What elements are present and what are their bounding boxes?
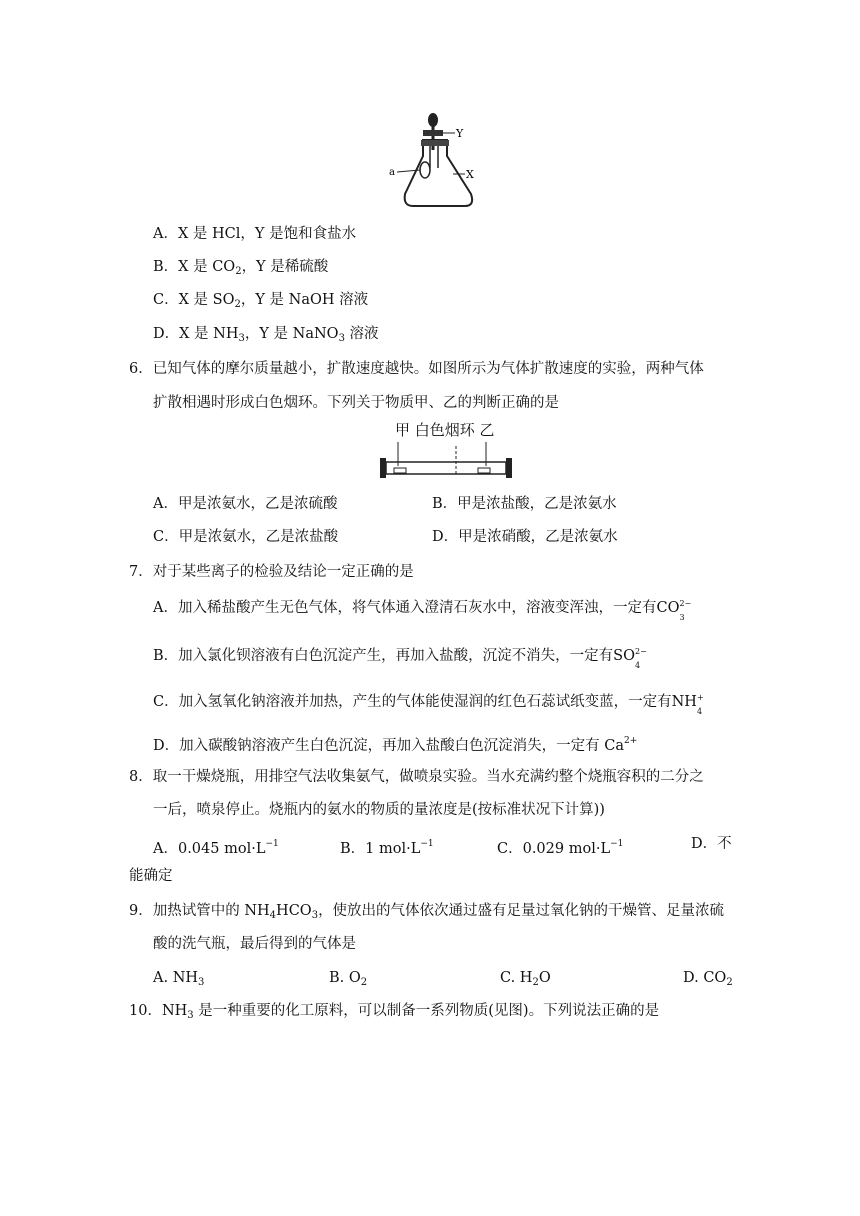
q6-stem-line1: 6．已知气体的摩尔质量越小，扩散速度越快。如图所示为气体扩散速度的实验，两种气体	[129, 361, 704, 377]
q5-option-c: C．X 是 $SO_2$，Y 是 NaOH 溶液	[153, 292, 369, 310]
q7-stem: 7．对于某些离子的检验及结论一定正确的是	[129, 564, 414, 580]
label-y: Y	[456, 127, 464, 140]
q7-option-a: A．加入稀盐酸产生无色气体，将气体通入澄清石灰水中，溶液变浑浊，一定有CO 2− 3	[153, 599, 692, 622]
q5-option-d: D．X 是 $NH_3$，Y 是 NaNO$_3$ 溶液	[153, 326, 379, 344]
label-a: a	[389, 167, 395, 178]
q6-option-b: B．甲是浓盐酸，乙是浓氨水	[432, 496, 617, 512]
q9-option-a: A. $NH_3$	[153, 970, 205, 988]
q8-stem-line1: 8．取一干燥烧瓶，用排空气法收集氨气，做喷泉实验。当水充满约整个烧瓶容积的二分之	[129, 769, 704, 785]
q5-option-a: A．X 是 HCl，Y 是饱和食盐水	[153, 226, 357, 242]
q9-stem-line2: 酸的洗气瓶，最后得到的气体是	[153, 936, 356, 952]
diffusion-tube-figure	[378, 440, 514, 480]
q7-option-b: B．加入氯化钡溶液有白色沉淀产生，再加入盐酸，沉淀不消失，一定有SO 2− 4	[153, 647, 647, 670]
q8-option-a: A．0.045 $mol\cdot L^{-1}$	[153, 839, 279, 857]
q6-option-a: A．甲是浓氨水，乙是浓硫酸	[153, 496, 338, 512]
q9-option-d: D. $CO_2$	[683, 970, 733, 988]
q7-option-d: D．加入碳酸钠溶液产生白色沉淀，再加入盐酸白色沉淀消失，一定有 $Ca^{2+}$	[153, 736, 638, 754]
q8-stem-line2: 一后，喷泉停止。烧瓶内的氨水的物质的量浓度是(按标准状况下计算))	[153, 802, 605, 818]
q10-stem: 10．$NH_3$ 是一种重要的化工原料，可以制备一系列物质(见图)。下列说法正确的是	[129, 1003, 660, 1021]
q6-option-c: C．甲是浓氨水，乙是浓盐酸	[153, 529, 339, 545]
q6-option-d: D．甲是浓硝酸，乙是浓氨水	[432, 529, 618, 545]
q8-option-d: D．不	[691, 836, 732, 852]
flask-apparatus-figure	[385, 112, 485, 212]
q8-option-c: C．0.029 $mol\cdot L^{-1}$	[497, 839, 624, 857]
q9-stem-line1: 9．加热试管中的 $NH_4HCO_3$，使放出的气体依次通过盛有足量过氧化钠的干燥管、足量浓硫	[129, 903, 725, 921]
label-x: X	[466, 168, 474, 181]
q6-stem-line2: 扩散相遇时形成白色烟环。下列关于物质甲、乙的判断正确的是	[153, 395, 559, 411]
q8-option-d-continued: 能确定	[129, 868, 173, 884]
q8-option-b: B．1 $mol\cdot L^{-1}$	[340, 839, 434, 857]
q9-option-b: B. $O_2$	[329, 970, 368, 988]
q9-option-c: C. $H_2O$	[500, 970, 551, 988]
q6-figure-caption: 甲 白色烟环 乙	[395, 421, 495, 439]
q5-option-b: B．X 是 $CO_2$，Y 是稀硫酸	[153, 259, 329, 277]
q7-option-c: C．加入氢氧化钠溶液并加热，产生的气体能使湿润的红色石蕊试纸变蓝，一定有NH + 4	[153, 693, 704, 716]
